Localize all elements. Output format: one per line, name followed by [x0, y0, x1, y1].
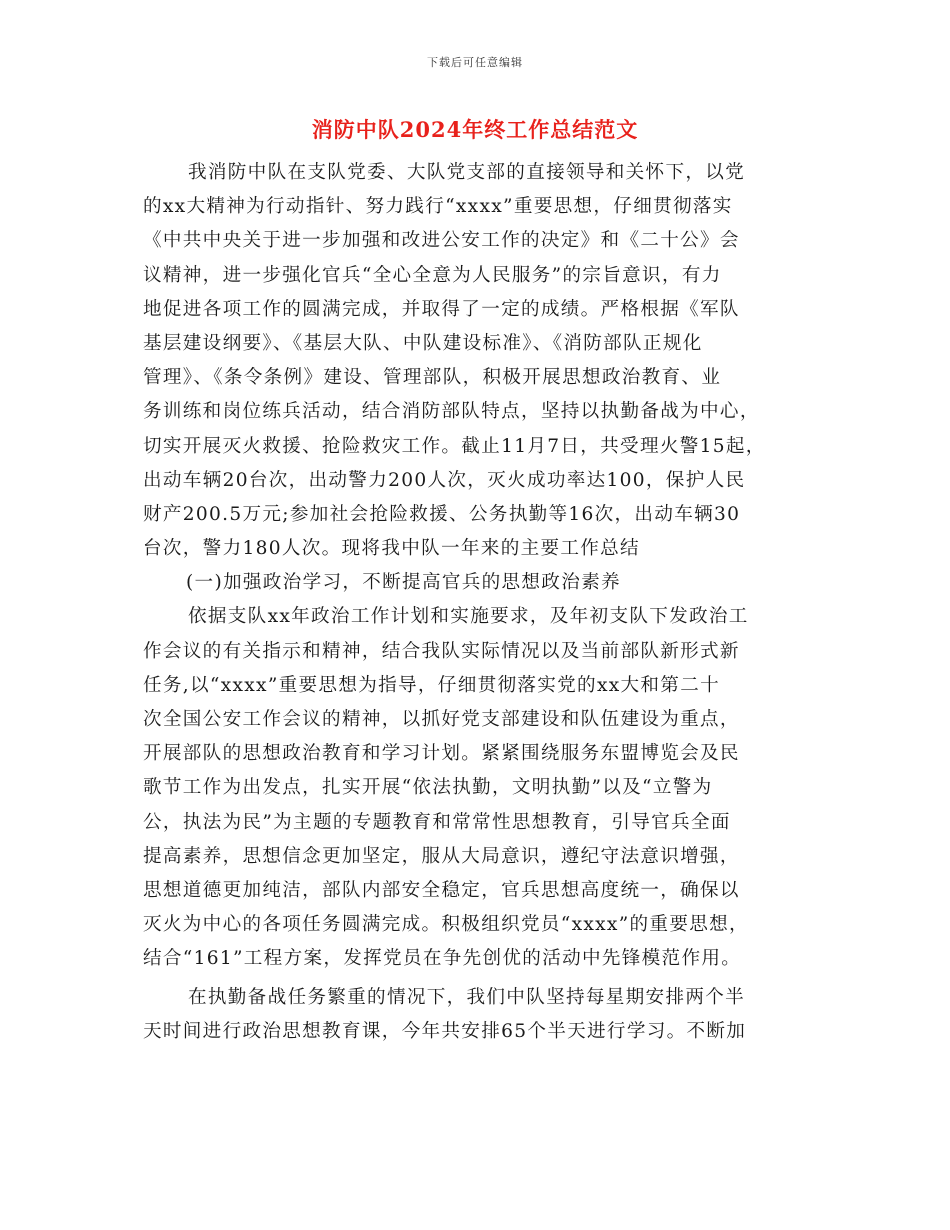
paragraph-line: 在执勤备战任务繁重的情况下，我们中队坚持每星期安排两个半	[188, 986, 746, 1008]
section-heading: (一)加强政治学习，不断提高官兵的思想政治素养	[186, 572, 621, 594]
paragraph-line: 歌节工作为出发点，扎实开展“依法执勤，文明执勤”以及“立警为	[143, 777, 713, 799]
paragraph-line: 财产200.5万元;参加社会抢险救援、公务执勤等16次，出动车辆30	[143, 503, 741, 525]
paragraph-line: 任务,以“xxxx”重要思想为指导，仔细贯彻落实党的xx大和第二十	[143, 674, 720, 696]
paragraph-line: 务训练和岗位练兵活动，结合消防部队特点，坚持以执勤备战为中心，	[143, 401, 760, 423]
paragraph-line: 的xx大精神为行动指针、努力践行“xxxx”重要思想，仔细贯彻落实	[143, 196, 733, 218]
paragraph-line: 台次，警力180人次。现将我中队一年来的主要工作总结	[143, 538, 640, 560]
paragraph-line: 作会议的有关指示和精神，结合我队实际情况以及当前部队新形式新	[143, 640, 740, 662]
paragraph-line: 思想道德更加纯洁，部队内部安全稳定，官兵思想高度统一，确保以	[143, 879, 740, 901]
header-note: 下载后可任意编辑	[427, 56, 523, 69]
paragraph-line: 管理》、《条令条例》建设、管理部队，积极开展思想政治教育、业	[143, 367, 722, 389]
paragraph-line: 《中共中央关于进一步加强和改进公安工作的决定》和《二十公》会	[143, 230, 740, 252]
paragraph-line: 切实开展灭火救援、抢险救灾工作。截止11月7日，共受理火警15起，	[143, 435, 766, 457]
paragraph-line: 开展部队的思想政治教育和学习计划。紧紧围绕服务东盟博览会及民	[143, 743, 740, 765]
paragraph-line: 次全国公安工作会议的精神，以抓好党支部建设和队伍建设为重点，	[143, 709, 740, 730]
paragraph-line: 基层建设纲要》、《基层大队、中队建设标准》、《消防部队正规化	[143, 332, 703, 354]
document-body	[143, 156, 843, 1049]
paragraph-line: 天时间进行政治思想教育课，今年共安排65个半天进行学习。不断加	[143, 1020, 747, 1042]
document-title: 消防中队2024年终工作总结范文	[311, 117, 639, 142]
paragraph-line: 依据支队xx年政治工作计划和实施要求，及年初支队下发政治工	[188, 606, 749, 628]
paragraph-line: 结合“161”工程方案，发挥党员在争先创优的活动中先锋模范作用。	[143, 948, 742, 970]
paragraph-line: 议精神，进一步强化官兵“全心全意为人民服务”的宗旨意识，有力	[143, 264, 722, 286]
paragraph-line: 出动车辆20台次，出动警力200人次，灭火成功率达100，保护人民	[143, 469, 746, 491]
paragraph-line: 提高素养，思想信念更加坚定，服从大局意识，遵纪守法意识增强，	[143, 845, 740, 867]
paragraph-line: 公，执法为民”为主题的专题教育和常常性思想教育，引导官兵全面	[143, 811, 731, 833]
paragraph-line: 我消防中队在支队党委、大队党支部的直接领导和关怀下，以党	[188, 162, 746, 183]
paragraph-line: 灭火为中心的各项任务圆满完成。积极组织党员“xxxx”的重要思想，	[143, 914, 749, 936]
paragraph-line: 地促进各项工作的圆满完成，并取得了一定的成绩。严格根据《军队	[143, 298, 740, 320]
